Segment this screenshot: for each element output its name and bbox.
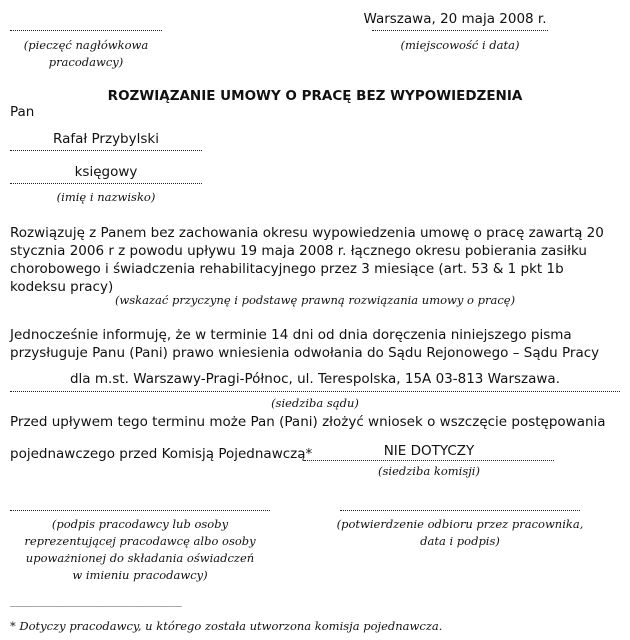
appeal-info-paragraph: Jednocześnie informuję, że w terminie 14 dni od dnia doręczenia niniejszego pisma przysługuje Panu (Pani) prawo wniesienia odwołania do Sądu Rejonowego – Sądu Pracy: [10, 327, 600, 361]
employer-signature-caption-1: (podpis pracodawcy lub osoby: [51, 517, 229, 531]
footnote-text: * Dotyczy pracodawcy, u którego została utworzona komisja pojednawcza.: [10, 619, 443, 633]
termination-reason-paragraph: Rozwiązuję z Panem bez zachowania okresu wypowiedzenia umowę o pracę zawartą 20 stycznia 2006 r z powodu upływu 19 maja 2008 r. łącznego okresu pobierania zasiłku chorobowego i świadczenia rehabilitacyjnego przez 3 miesiące (art. 53 & 1 pkt 1b kodeksu pracy): [10, 225, 604, 295]
employer-signature-caption-4: w imieniu pracodawcy): [72, 568, 208, 582]
employee-signature-line: [340, 510, 580, 511]
employee-signature-caption-2: data i podpis): [420, 534, 500, 548]
conciliation-commission-text: pojednawczego przed Komisją Pojednawczą*: [10, 446, 313, 462]
stamp-caption-line1: (pieczęć nagłówkowa: [23, 38, 149, 52]
employee-name-dotted-line: [10, 150, 202, 151]
stamp-caption-line2: pracodawcy): [48, 55, 124, 69]
termination-reason-caption: (wskazać przyczynę i podstawę prawną rozwiązania umowy o pracę): [114, 293, 516, 307]
commission-value: NIE DOTYCZY: [383, 443, 475, 459]
footnote-separator: ______________________________: [10, 596, 182, 607]
employee-caption: (imię i nazwisko): [56, 190, 156, 204]
employee-signature-caption-1: (potwierdzenie odbioru przez pracownika,: [336, 517, 584, 531]
employee-position: księgowy: [74, 164, 138, 180]
place-date-caption: (miejscowość i data): [400, 38, 520, 52]
commission-caption: (siedziba komisji): [378, 464, 480, 478]
conciliation-paragraph: Przed upływem tego terminu może Pan (Pani) złożyć wniosek o wszczęcie postępowania: [10, 414, 606, 430]
court-caption: (siedziba sądu): [271, 396, 359, 410]
place-date-dotted-line: [372, 30, 548, 31]
document-title: ROZWIĄZANIE UMOWY O PRACĘ BEZ WYPOWIEDZENIA: [107, 88, 523, 104]
place-date: Warszawa, 20 maja 2008 r.: [363, 11, 547, 27]
court-address: dla m.st. Warszawy-Pragi-Północ, ul. Terespolska, 15A 03-813 Warszawa.: [69, 371, 560, 387]
employer-signature-caption-3: upoważnionej do składania oświadczeń: [25, 551, 255, 565]
court-address-dotted-line: [10, 391, 620, 392]
employee-position-dotted-line: [10, 183, 202, 184]
employee-name: Rafał Przybylski: [53, 131, 159, 147]
commission-dotted-line: [304, 460, 554, 461]
employer-signature-line: [10, 510, 270, 511]
employer-signature-caption-2: reprezentującej pracodawcę albo osoby: [24, 534, 256, 548]
stamp-dotted-line: [10, 30, 162, 31]
salutation: Pan: [10, 104, 35, 120]
